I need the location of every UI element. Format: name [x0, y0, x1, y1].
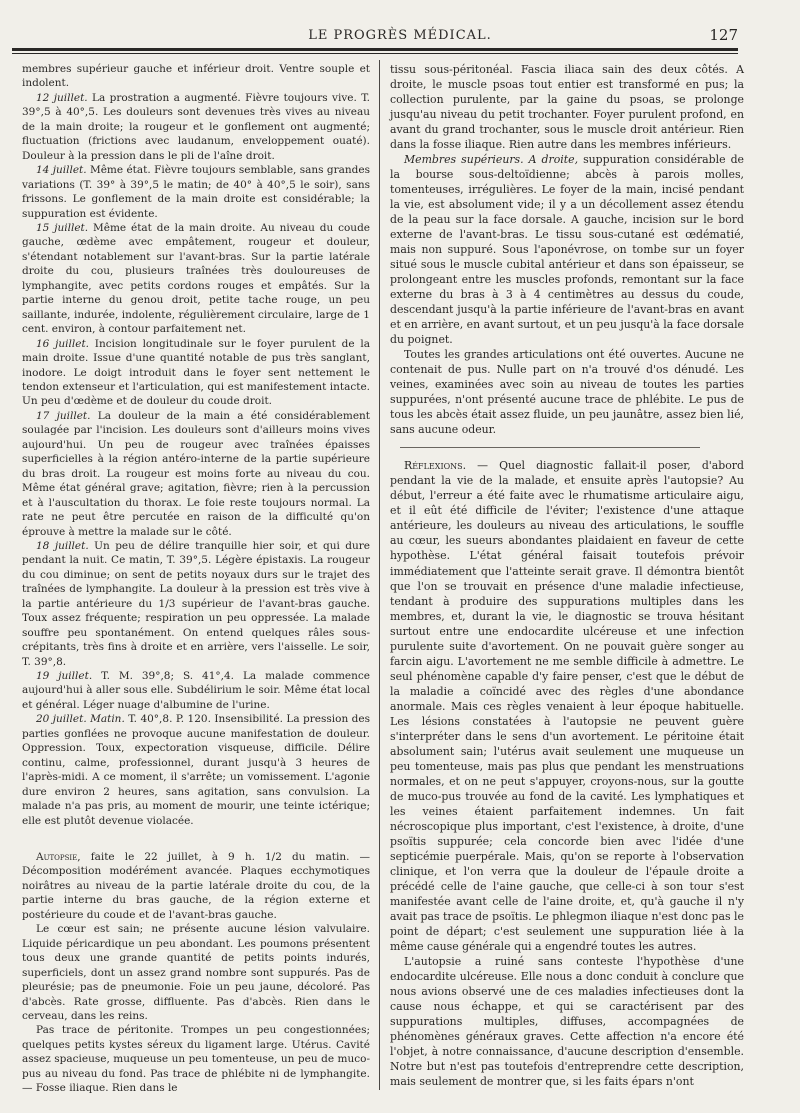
- reflections-paragraph: Réflexions. — Quel diagnostic fallait-il poser, d'abord pendant la vie de la malade, et ensuite après l'autopsie? Au début, l'erreur a été faite avec le rhumatisme articulaire aigu, et il eût été difficile de l'éviter; l'existence d'une attaque antérieure, les douleurs au niveau des articulations, le souffle au cœur, les sueurs abondantes plaidaient en faveur de cette hypothèse. L'état général faisait toutefois prévoir immédiatement que l'atteinte serait grave. Il démontra bientôt que l'on se trouvait en présence d'une maladie infectieuse, tendant à produire des suppurations multiples dans les membres, et, durant la vie, le diagnostic se trouva hésitant surtout entre une endocardite ulcéreuse et une infection purulente suite d'avortement. On ne pouvait guère songer au farcin aigu. L'avortement ne me semble difficile à admettre. Le seul phénomène capable d'y faire penser, c'est que le début de la maladie a coïncidé avec des règles d'une abondance anormale. Mais ces règles venaient à leur époque habituelle. Les lésions constatées à l'autopsie ne peuvent guère s'interpréter dans le sens d'un avortement. Le péritoine était absolument sain; l'utérus avait seulement une muqueuse un peu tomenteuse, mais pas plus que pendant les menstruations normales, et on ne peut s'appuyer, croyons-nous, sur la goutte de muco-pus trouvée au fond de la cavité. Les lymphatiques et les veines étaient parfaitement indemnes. Un fait nécroscopique plus important, c'est l'existence, à droite, d'une psoïtis suppurée; cela concorde bien avec l'idée d'une septicémie puerpérale. Mais, qu'on se reporte à l'observation clinique, et l'on verra que la douleur de l'épaule droite a précédé celle de l'aine gauche, que celle-ci à son tour s'est manifestée avant celle de l'aine droite, et, qu'à gauche il n'y avait pas trace de psoïtis. Le phlegmon iliaque n'est donc pas le point de départ; c'est seulement une suppuration liée à la même cause générale qui a engendré toutes les autres.: [390, 459, 744, 953]
- paragraph: Membres supérieurs. A droite, suppuration considérable de la bourse sous-deltoïdienne; abcès à parois molles, tomenteuses, irrégulières. Le foyer de la main, incisé pendant la vie, est absolument vide; il y a un décollement assez étendu de la peau sur la face dorsale. A gauche, incision sur le bord externe de l'avant-bras. Le tissu sous-cutané est œdématié, mais non suppuré. Sous l'aponévrose, on tombe sur un foyer situé sous le muscle cubital antérieur et dans son épaisseur, se prolongeant entre les muscles profonds, remontant sur la face externe du bras à 3 à 4 centimètres au dessus du coude, descendant jusqu'à la partie inférieure de l'avant-bras en avant et en arrière, en avant surtout, et un peu jusqu'à la face dorsale du poignet.: [390, 153, 744, 347]
- paragraph: Pas trace de péritonite. Trompes un peu congestionnées; quelques petits kystes séreux du ligament large. Utérus. Cavité assez spacieuse, muqueuse un peu tomenteuse, un peu de muco-pus au niveau du fond. Pas trace de phlébite ni de lymphangite. — Fosse iliaque. Rien dans le: [22, 1024, 370, 1095]
- paragraph: 19 juillet. T. M. 39°,8; S. 41°,4. La malade commence aujourd'hui à aller sous elle. Subdélirium le soir. Même état local et général. Léger nuage d'albumine de l'urine.: [22, 670, 371, 711]
- paragraph: 18 juillet. Un peu de délire tranquille hier soir, et qui dure pendant la nuit. Ce matin, T. 39°,5. Légère épistaxis. La rougeur du cou diminue; on sent de petits noyaux durs sur le trajet des traînées de lymphangite. La douleur à la pression est très vive à la partie antérieure du 1/3 supérieur de l'avant-bras gauche. Toux assez fréquente; respiration un peu oppressée. La malade souffre peu spontanément. On entend quelques râles sous-crépitants, très fins à droite et en arrière, vers l'aisselle. Le soir, T. 39°,8.: [22, 539, 370, 668]
- section-rule: [400, 447, 700, 448]
- paragraph: 16 juillet. Incision longitudinale sur le foyer purulent de la main droite. Issue d'une quantité notable de pus très sanglant, inodore. Le doigt introduit dans le foyer sent nettement le tendon extenseur et l'articulation, qui est manifestement intacte. Un peu d'œdème et de douleur du coude droit.: [22, 337, 370, 408]
- page-number: 127: [709, 26, 738, 44]
- paragraph: tissu sous-péritonéal. Fascia iliaca sain des deux côtés. A droite, le muscle psoas tout entier est transformé en pus; la collection purulente, par la gaine du psoas, se prolonge jusqu'au niveau du petit trochanter. Foyer purulent profond, en avant du grand trochanter, sous le muscle droit antérieur. Rien dans la fosse iliaque. Rien autre dans les membres inférieurs.: [390, 63, 744, 152]
- paragraph: 14 juillet. Même état. Fièvre toujours semblable, sans grandes variations (T. 39° à 39°,5 le matin; de 40° à 40°,5 le soir), sans frissons. Le gonflement de la main droite est considérable; la suppuration est évidente.: [22, 164, 370, 220]
- header-rule-thick: [12, 48, 738, 51]
- paragraph: 15 juillet. Même état de la main droite. Au niveau du coude gauche, œdème avec empâtement, rougeur et douleur, s'étendant notablement sur l'avant-bras. Sur la partie latérale droite du cou, plusieurs traînées très douloureuses de lymphangite, avec petits cordons rouges et empâtés. Sur la partie interne du genou droit, petite tache rouge, un peu saillante, indurée, indolente, régulièrement circulaire, large de 1 cent. environ, à contour parfaitement net.: [22, 221, 371, 336]
- right-column: [390, 62, 744, 1089]
- left-column: [22, 62, 370, 1096]
- column-divider: [379, 60, 380, 1090]
- paragraph: 20 juillet. Matin. T. 40°,8. P. 120. Insensibilité. La pression des parties gonflées ne provoque aucune manifestation de douleur. Oppression. Toux, expectoration visqueuse, difficile. Délire continu, calme, professionnel, durant jusqu'à 3 heures de l'après-midi. A ce moment, il s'arrête; un vomissement. L'agonie dure environ 2 heures, sans agitation, sans convulsion. La malade n'a pas pris, au moment de mourir, une teinte ictérique; elle est plutôt devenue violacée.: [22, 713, 370, 827]
- header-rule-thin: [12, 53, 738, 54]
- paragraph: 12 juillet. La prostration a augmenté. Fièvre toujours vive. T. 39°,5 à 40°,5. Les douleurs sont devenues très vives au niveau de la main droite; la rougeur et le gonflement ont augmenté; fluctuation (frictions avec laudanum, enveloppement ouaté). Douleur à la pression dans le pli de l'aîne droit.: [22, 91, 370, 162]
- page-header: [0, 26, 800, 50]
- journal-title: LE PROGRÈS MÉDICAL.: [308, 28, 492, 43]
- paragraph: Le cœur est sain; ne présente aucune lésion valvulaire. Liquide péricardique un peu abondant. Les poumons présentent tous deux une grande quantité de petits points indurés, superficiels, dont un assez grand nombre sont suppurés. Pas de pleurésie; pas de pneumonie. Foie un peu jaune, décoloré. Pas d'abcès. Rate grosse, diffluente. Pas d'abcès. Rien dans le cerveau, dans les reins.: [22, 923, 370, 1022]
- paragraph: L'autopsie a ruiné sans conteste l'hypothèse d'une endocardite ulcéreuse. Elle nous a donc conduit à conclure que nous avions observé une de ces maladies infectieuses dont la cause nous échappe, et qui se caractérisent par des suppurations multiples, diffuses, accompagnées de phénomènes généraux graves. Cette affection n'a encore été l'objet, à notre connaissance, d'aucune description d'ensemble. Notre but n'est pas toutefois d'entreprendre cette description, mais seulement de montrer que, si les faits épars n'ont: [390, 954, 744, 1089]
- autopsy-paragraph: Autopsie, faite le 22 juillet, à 9 h. 1/2 du matin. — Décomposition modérément avancée. Plaques ecchymotiques noirâtres au niveau de la partie latérale droite du cou, de la partie interne du bras gauche, de la région externe et postérieure du coude et de l'avant-bras gauche.: [22, 851, 370, 921]
- paragraph: Toutes les grandes articulations ont été ouvertes. Aucune ne contenait de pus. Nulle part on n'a trouvé d'os dénudé. Les veines, examinées avec soin au niveau de toutes les parties suppurées, n'ont présenté aucune trace de phlébite. Le pus de tous les abcès était assez fluide, un peu jaunâtre, assez bien lié, sans aucune odeur.: [390, 348, 744, 437]
- paragraph: 17 juillet. La douleur de la main a été considérablement soulagée par l'incision. Les douleurs sont d'ailleurs moins vives aujourd'hui. Un peu de rougeur avec traînées épaisses superficielles à la région antéro-interne de la partie supérieure du bras droit. La rougeur est moins forte au niveau du cou. Même état général grave; agitation, fièvre; rien à la percussion et à l'auscultation du thorax. Le foie reste toujours normal. La rate ne peut être percutée en raison de la difficulté qu'on éprouve à mettre la malade sur le côté.: [22, 409, 371, 538]
- paragraph: membres supérieur gauche et inférieur droit. Ventre souple et indolent.: [22, 63, 370, 90]
